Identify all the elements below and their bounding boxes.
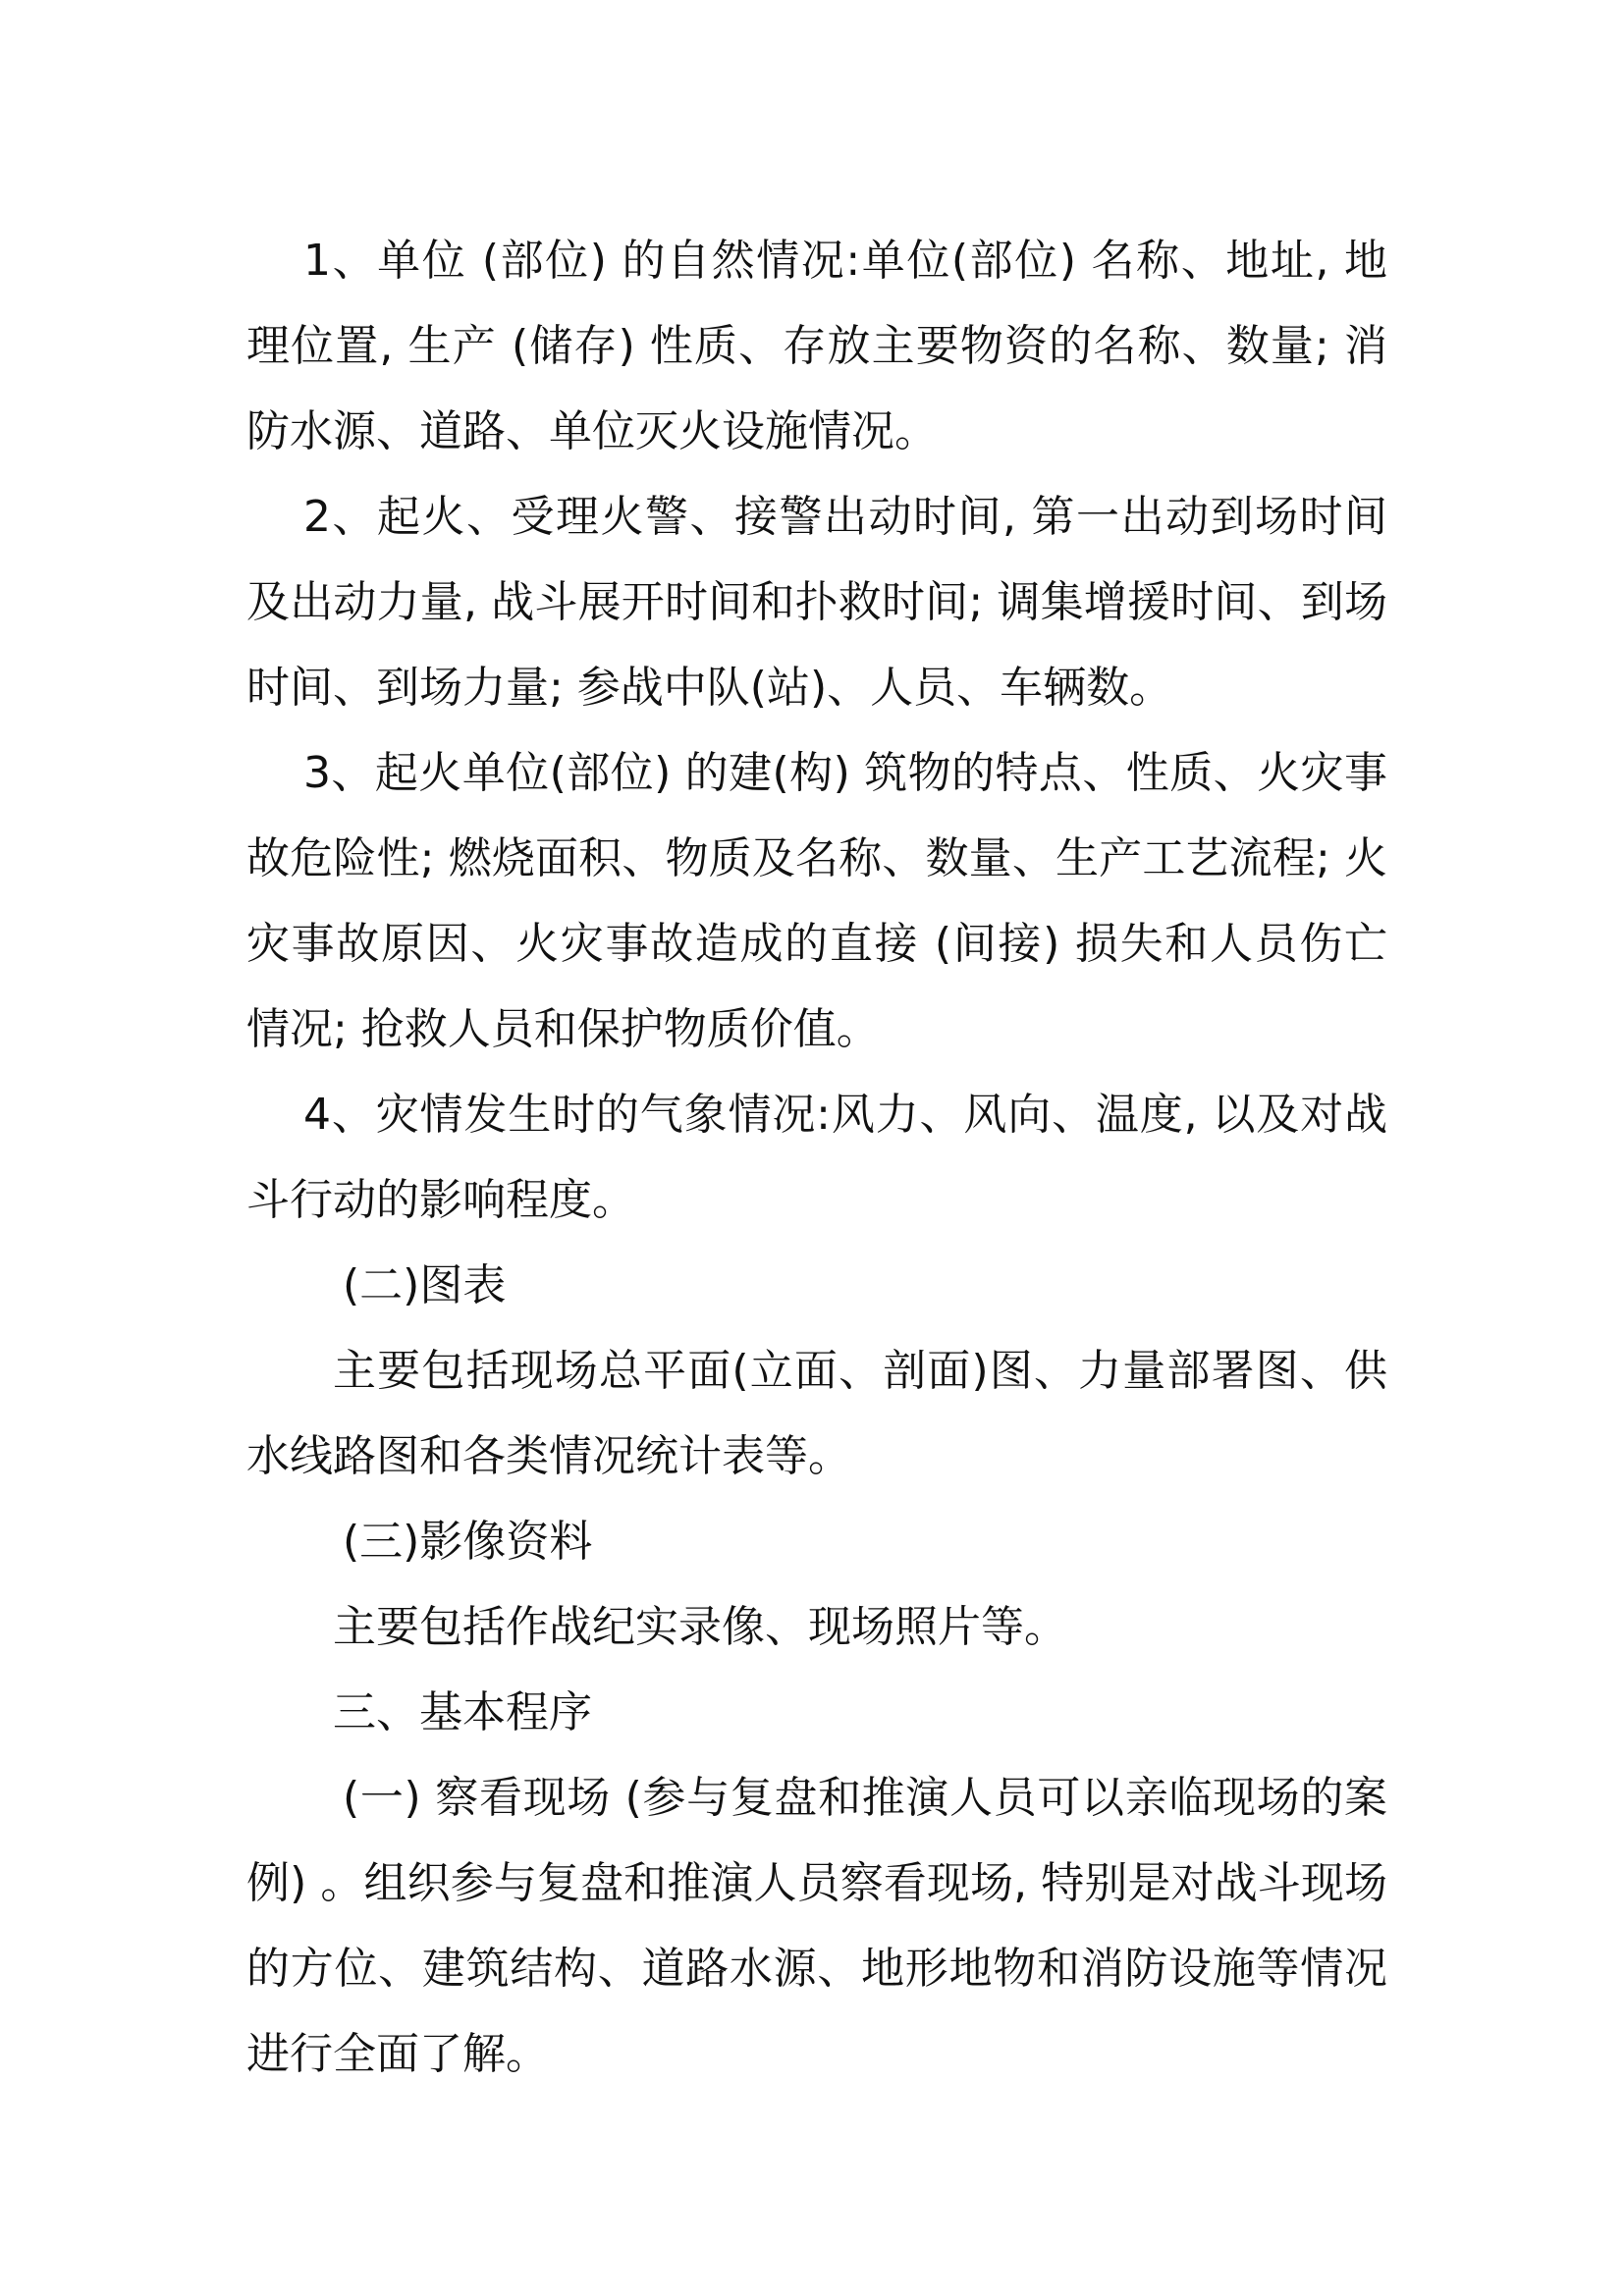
paragraph-video-content: 主要包括作战纪实录像、现场照片等。: [333, 1602, 1067, 1652]
paragraph-site-inspection: (一) 察看现场 (参与复盘和推演人员可以亲临现场的案例) 。组织参与复盘和推演人员察看现场, 特别是对战斗现场的方位、建筑结构、道路水源、地形地物和消防设施等情况进行全面了解。: [246, 1773, 1387, 2079]
section-heading-video-materials: (三)影像资料: [343, 1517, 593, 1567]
paragraph-charts-content: 主要包括现场总平面(立面、剖面)图、力量部署图、供水线路图和各类情况统计表等。: [246, 1346, 1387, 1481]
paragraph-building-characteristics: 3、起火单位(部位) 的建(构) 筑物的特点、性质、火灾事故危险性; 燃烧面积、物质及名称、数量、生产工艺流程; 火灾事故原因、火灾事故造成的直接 (间接) 损失和人员伤亡情况; 抢救人员和保护物质价值。: [246, 748, 1387, 1054]
paragraph-weather-conditions: 4、灾情发生时的气象情况:风力、风向、温度, 以及对战斗行动的影响程度。: [246, 1090, 1387, 1225]
document-page: [246, 218, 1387, 2097]
paragraph-alarm-dispatch-times: 2、起火、受理火警、接警出动时间, 第一出动到场时间及出动力量, 战斗展开时间和扑救时间; 调集增援时间、到场时间、到场力量; 参战中队(站)、人员、车辆数。: [246, 492, 1387, 713]
section-heading-charts: (二)图表: [343, 1260, 507, 1310]
paragraph-unit-natural-conditions: 1、单位 (部位) 的自然情况:单位(部位) 名称、地址, 地理位置, 生产 (储存) 性质、存放主要物资的名称、数量; 消防水源、道路、单位灭火设施情况。: [246, 236, 1387, 456]
section-heading-basic-procedure: 三、基本程序: [333, 1687, 592, 1737]
